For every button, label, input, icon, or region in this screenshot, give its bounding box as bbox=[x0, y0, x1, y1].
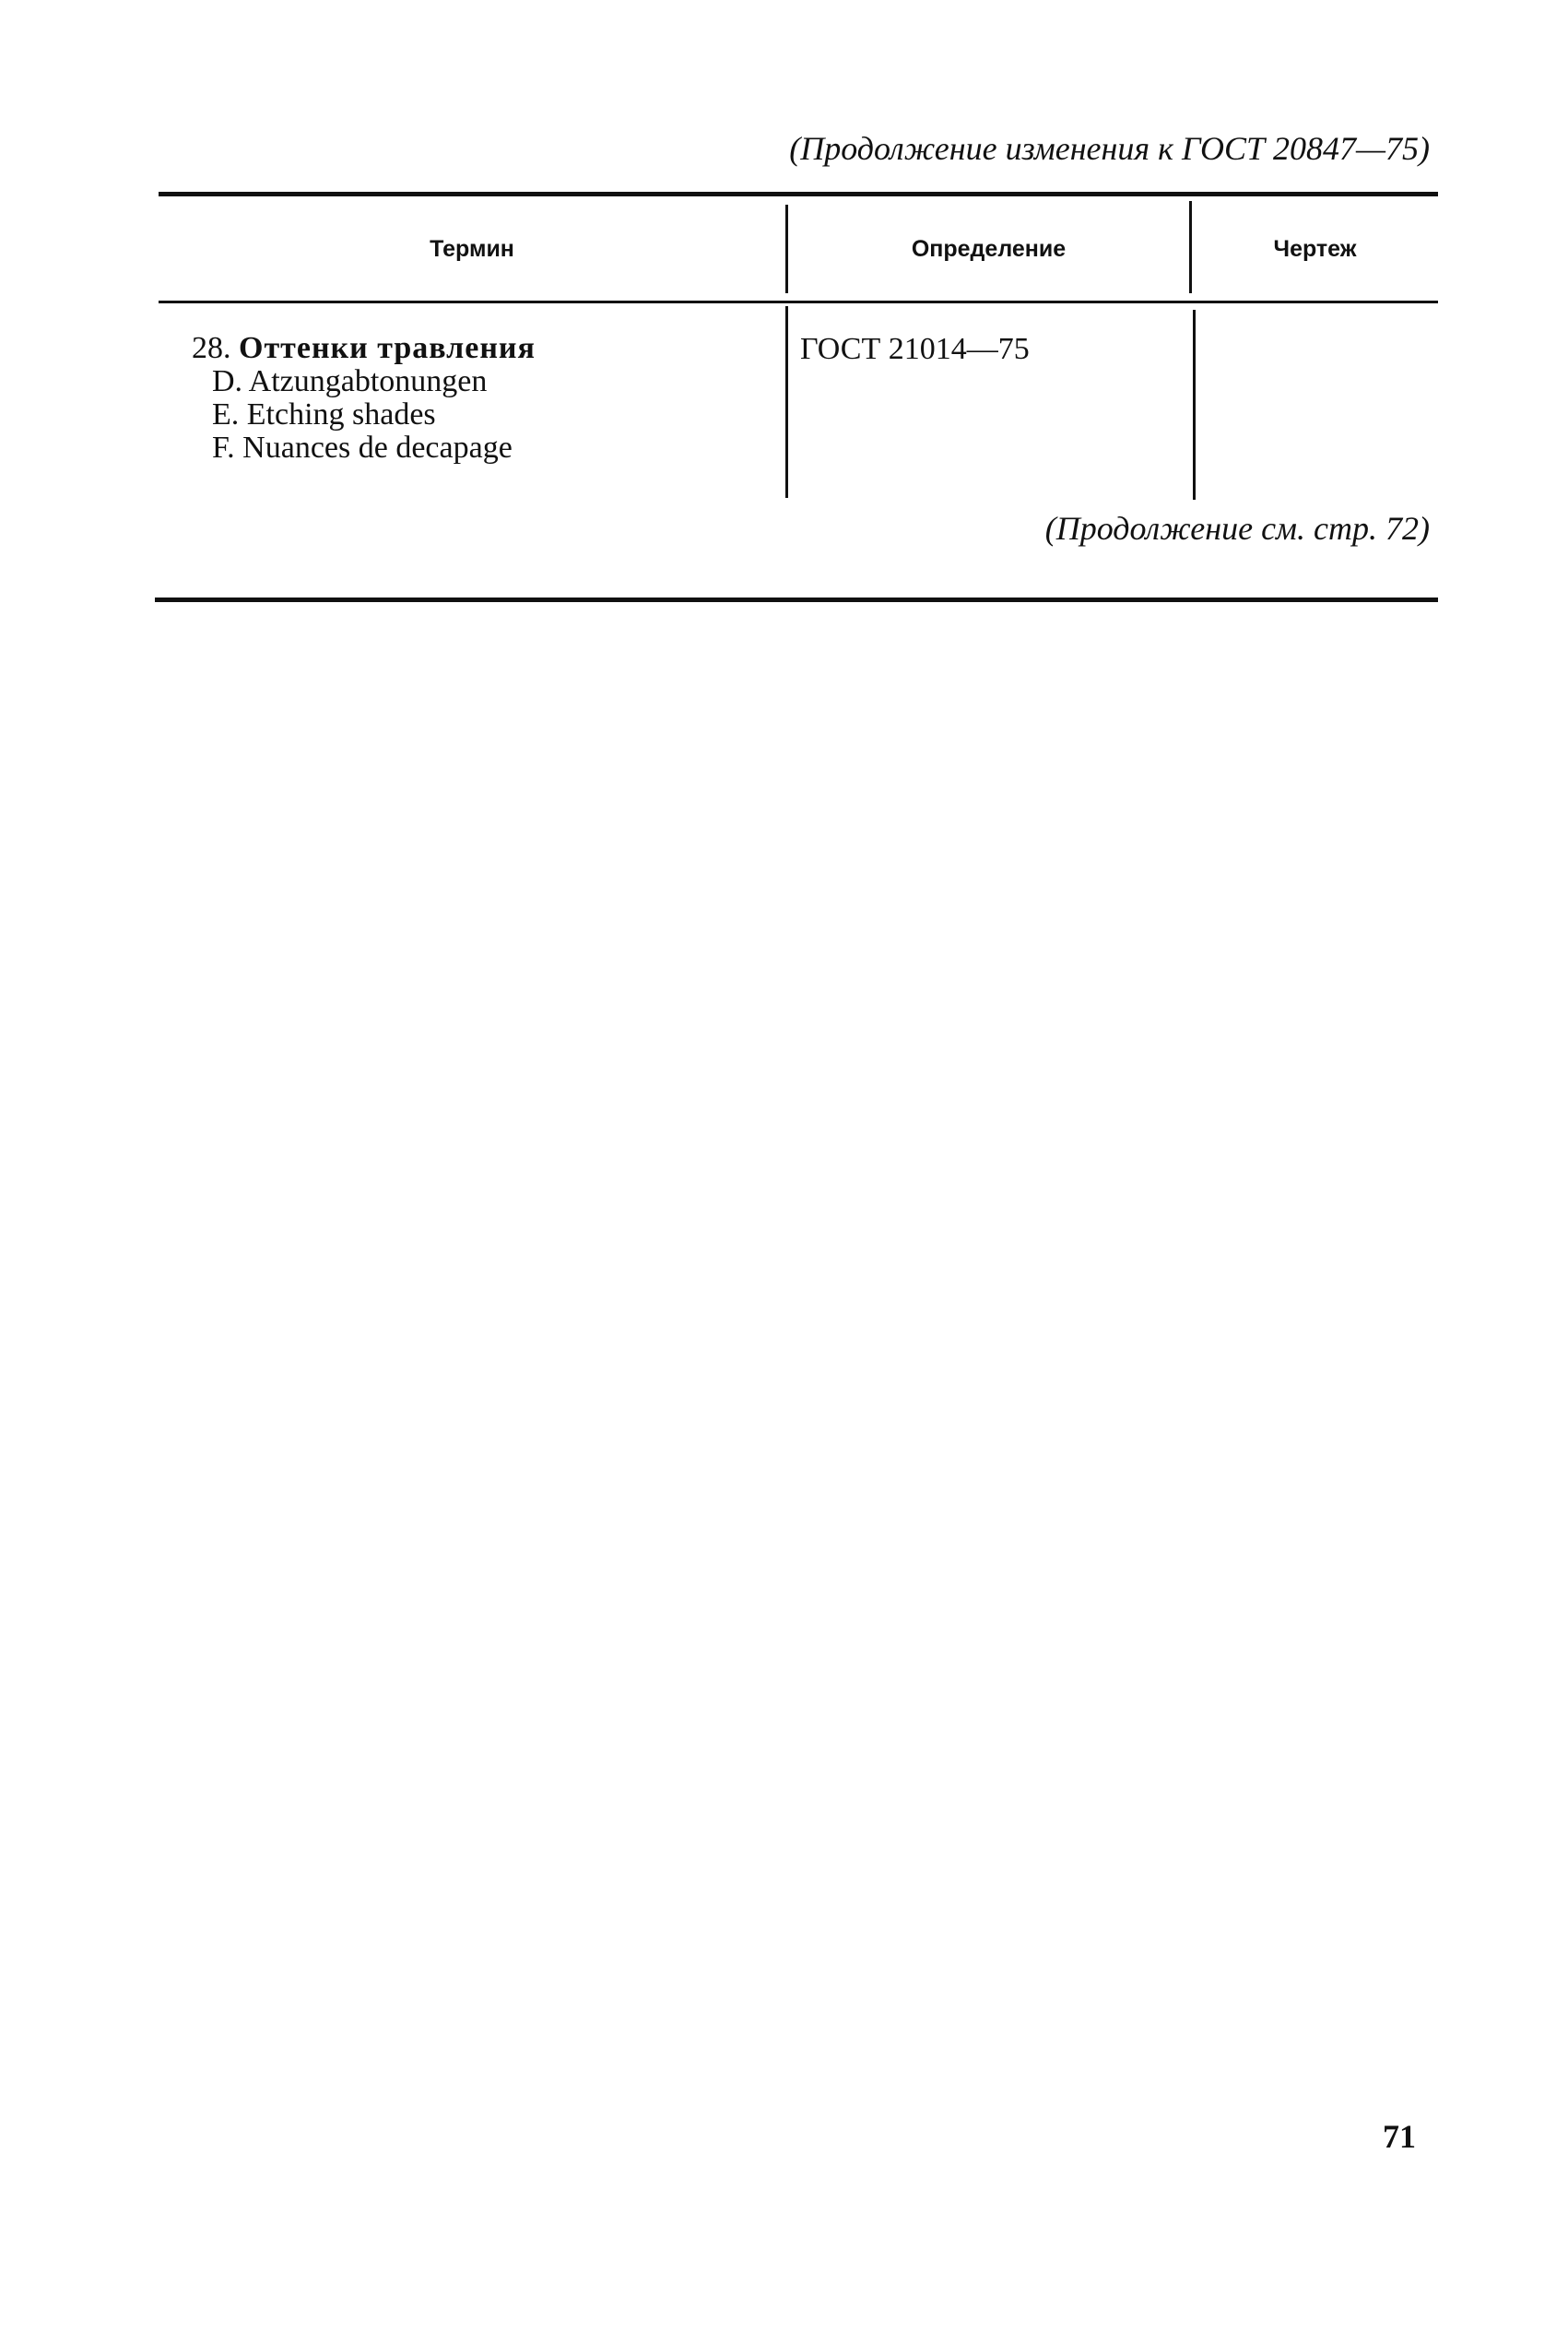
column-header-term: Термин bbox=[430, 236, 514, 262]
column-header-drawing: Чертеж bbox=[1273, 236, 1357, 262]
table-top-rule bbox=[159, 192, 1438, 196]
term-translation-fr: F. Nuances de decapage bbox=[212, 431, 513, 465]
body-column-divider bbox=[785, 306, 788, 498]
continuation-footer: (Продолжение см. стр. 72) bbox=[1044, 510, 1430, 547]
term-cell bbox=[192, 332, 536, 465]
term-translation-de: D. Atzungabtonungen bbox=[212, 364, 488, 398]
term-number: 28. bbox=[192, 331, 231, 365]
table-bottom-rule bbox=[155, 598, 1438, 602]
table-header-rule bbox=[159, 301, 1438, 303]
page-number: 71 bbox=[1383, 2118, 1416, 2155]
definition-cell: ГОСТ 21014—75 bbox=[800, 332, 1030, 366]
body-column-divider bbox=[1193, 310, 1196, 500]
continuation-header: (Продолжение изменения к ГОСТ 20847—75) bbox=[789, 130, 1430, 167]
term-translation-en: E. Etching shades bbox=[212, 397, 436, 432]
drawing-cell bbox=[1198, 332, 1429, 489]
column-header-definition: Определение bbox=[911, 236, 1067, 262]
term-title: Оттенки травления bbox=[239, 331, 536, 365]
